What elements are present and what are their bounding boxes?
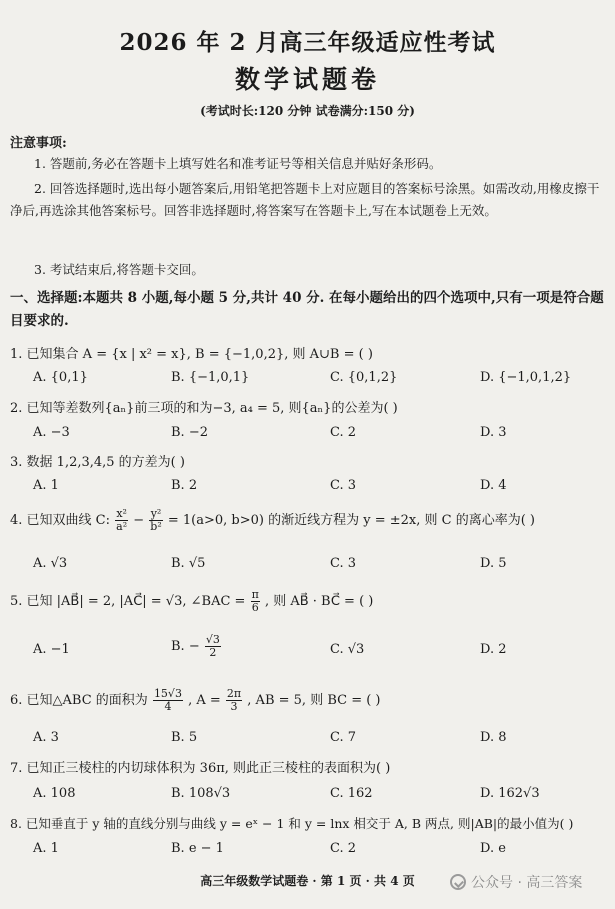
question-8-option-a: A. 1 (33, 841, 59, 856)
watermark (450, 872, 582, 892)
exam-subject-title: 数学试题卷 (234, 65, 380, 94)
question-4-stem-start: 4. 已知双曲线 C: (10, 513, 110, 528)
minus-sign: − (133, 513, 145, 528)
question-5-option-b (171, 634, 222, 659)
fraction-denominator: 3 (230, 700, 238, 713)
question-1-stem: 1. 已知集合 A = {x | x² = x}, B = {−1,0,2}, 则 A∪B = ( ) (10, 347, 373, 362)
x-squared-over-a-squared (115, 508, 128, 533)
fraction-numerator: y² (150, 507, 162, 520)
notice-item-2: 2. 回答选择题时,选出每小题答案后,用铅笔把答题卡上对应题目的答案标号涂黑。如需改动,用橡皮擦干净后,再选涂其他答案标号。回答非选择题时,将答案写在答题卡上,写在本试题卷上无效。 (10, 181, 600, 218)
area-fraction (153, 688, 183, 713)
question-4-option-a: A. √3 (33, 556, 68, 571)
question-1-option-c: C. {0,1,2} (330, 370, 398, 385)
question-5-option-c: C. √3 (330, 642, 365, 657)
question-6-stem (10, 688, 608, 713)
question-3-option-d: D. 4 (480, 478, 507, 493)
notice-item-1: 1. 答题前,务必在答题卡上填写姓名和准考证号等相关信息并贴好条形码。 (34, 156, 442, 171)
question-8-option-d: D. e (480, 841, 506, 856)
root-three-over-two (205, 634, 221, 659)
question-5-option-d: D. 2 (480, 642, 507, 657)
fraction-denominator: 4 (164, 700, 172, 713)
question-4-stem (10, 508, 608, 533)
question-8-option-b: B. e − 1 (171, 841, 224, 856)
notice-heading: 注意事项: (10, 136, 67, 151)
fraction-numerator: 2π (226, 687, 242, 700)
wechat-check-icon (450, 874, 466, 890)
angle-a-label: , A = (188, 693, 221, 708)
question-7-option-d: D. 162√3 (480, 786, 540, 801)
exam-info: (考试时长:120 分钟 试卷满分:150 分) (200, 104, 415, 118)
question-6-stem-start: 6. 已知△ABC 的面积为 (10, 693, 148, 708)
question-6-option-d: D. 8 (480, 730, 507, 745)
fraction-numerator: 15√3 (153, 687, 182, 700)
angle-fraction (226, 688, 242, 713)
question-6-option-c: C. 7 (330, 730, 357, 745)
question-4-option-b: B. √5 (171, 556, 206, 571)
exam-title: 2026 年 2 月高三年级适应性考试 (119, 29, 496, 56)
y-squared-over-b-squared (149, 508, 162, 533)
fraction-denominator: 2 (209, 646, 217, 659)
section-heading: 一、选择题:本题共 8 小题,每小题 5 分,共计 40 分. 在每小题给出的四个选项中,只有一项是符合题目要求的. (10, 290, 604, 329)
question-8-option-c: C. 2 (330, 841, 357, 856)
question-7-option-a: A. 108 (33, 786, 76, 801)
fraction-denominator: a² (116, 520, 128, 533)
question-8-stem: 8. 已知垂直于 y 轴的直线分别与曲线 y = eˣ − 1 和 y = lnx 相交于 A, B 两点, 则|AB|的最小值为( ) (10, 816, 574, 831)
question-7-option-b: B. 108√3 (171, 786, 231, 801)
question-3-option-b: B. 2 (171, 478, 198, 493)
pi-over-six (251, 589, 260, 614)
fraction-denominator: b² (150, 520, 162, 533)
watermark-text: 公众号 · 高三答案 (471, 875, 583, 891)
question-1-option-b: B. {−1,0,1} (171, 370, 250, 385)
fraction-numerator: √3 (205, 633, 220, 646)
option-b-label: B. − (171, 639, 200, 654)
question-6-option-a: A. 3 (33, 730, 59, 745)
fraction-numerator: π (251, 588, 259, 601)
question-1-option-d: D. {−1,0,1,2} (480, 370, 572, 385)
question-7-option-c: C. 162 (330, 786, 373, 801)
question-2-option-b: B. −2 (171, 425, 208, 440)
question-1-option-a: A. {0,1} (33, 370, 88, 385)
question-4-option-d: D. 5 (480, 556, 507, 571)
page-footer: 高三年级数学试题卷 · 第 1 页 · 共 4 页 (200, 874, 415, 888)
question-5-stem (10, 589, 608, 614)
question-6-option-b: B. 5 (171, 730, 198, 745)
question-5-stem-start: 5. 已知 |AB⃗| = 2, |AC⃗| = √3, ∠BAC = (10, 594, 246, 609)
question-4-option-c: C. 3 (330, 556, 357, 571)
fraction-denominator: 6 (251, 601, 259, 614)
question-5-stem-end: , 则 AB⃗ · BC⃗ = ( ) (264, 594, 374, 609)
question-2-stem: 2. 已知等差数列{aₙ}前三项的和为−3, a₄ = 5, 则{aₙ}的公差为( ) (10, 401, 398, 416)
question-2-option-d: D. 3 (480, 425, 507, 440)
notice-item-3: 3. 考试结束后,将答题卡交回。 (34, 262, 204, 277)
question-3-option-c: C. 3 (330, 478, 357, 493)
question-3-stem: 3. 数据 1,2,3,4,5 的方差为( ) (10, 455, 185, 470)
question-2-option-c: C. 2 (330, 425, 357, 440)
question-4-stem-end: = 1(a>0, b>0) 的渐近线方程为 y = ±2x, 则 C 的离心率为( ) (167, 513, 536, 528)
question-5-option-a: A. −1 (33, 642, 70, 657)
fraction-numerator: x² (116, 507, 127, 520)
question-2-option-a: A. −3 (33, 425, 70, 440)
question-7-stem: 7. 已知正三棱柱的内切球体积为 36π, 则此正三棱柱的表面积为( ) (10, 761, 391, 776)
question-6-stem-end: , AB = 5, 则 BC = ( ) (247, 693, 381, 708)
question-3-option-a: A. 1 (33, 478, 59, 493)
